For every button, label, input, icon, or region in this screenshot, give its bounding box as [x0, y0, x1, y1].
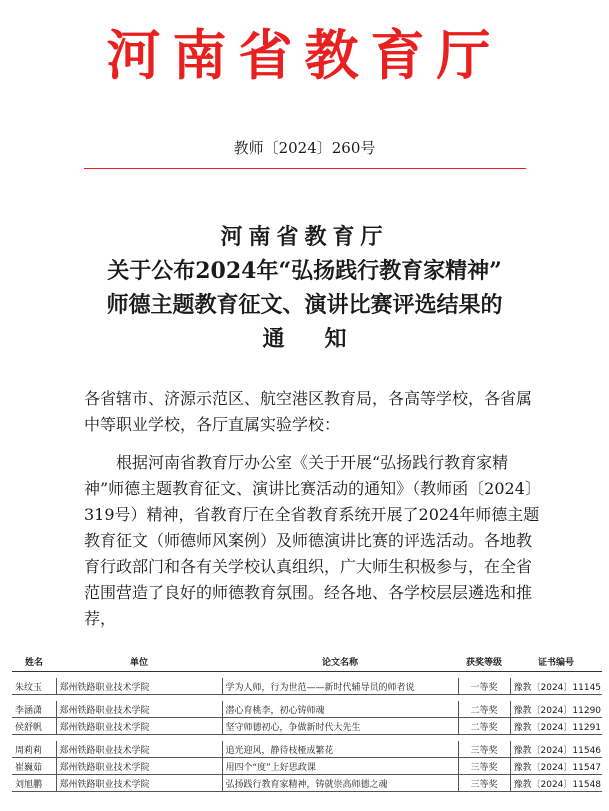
- cell-paper-title: 用四个“度”上好思政课: [222, 758, 458, 775]
- cell-paper-title: 学为人师，行为世范——新时代辅导员的师者说: [222, 678, 458, 695]
- table-row: [12, 678, 602, 695]
- cell-unit: 郑州铁路职业技术学院: [56, 701, 222, 718]
- cell-cert: 豫教〔2024〕11546: [510, 741, 602, 758]
- cell-unit: 郑州铁路职业技术学院: [56, 775, 222, 792]
- header-award-level: 获奖等级: [458, 651, 510, 672]
- table-row: [12, 718, 602, 735]
- cell-name: 侯舒帆: [12, 718, 56, 735]
- cell-cert: 豫教〔2024〕11548: [510, 775, 602, 792]
- header-unit: 单位: [56, 651, 222, 672]
- document-number: 教师〔2024〕260号: [233, 139, 376, 157]
- cell-paper-title: 弘扬践行教育家精神，铸就崇高师德之魂: [222, 775, 458, 792]
- cell-cert: 豫教〔2024〕11547: [510, 758, 602, 775]
- cell-award: 二等奖: [458, 701, 510, 718]
- cell-award: 三等奖: [458, 758, 510, 775]
- cell-paper-title: 追光迎风，静待枝桠成繁花: [222, 741, 458, 758]
- cell-award: 一等奖: [458, 678, 510, 695]
- awards-table: [12, 651, 602, 792]
- cell-paper-title: 坚守师德初心，争做新时代大先生: [222, 718, 458, 735]
- notice-title-line-3: 师德主题教育征文、演讲比赛评选结果的: [106, 292, 503, 318]
- cell-award: 三等奖: [458, 775, 510, 792]
- notice-title-line-4: 通知: [262, 326, 387, 352]
- cell-award: 三等奖: [458, 741, 510, 758]
- red-divider-line: [84, 168, 526, 169]
- cell-name: 刘旭鹏: [12, 775, 56, 792]
- cell-award: 二等奖: [458, 718, 510, 735]
- header-certificate-number: 证书编号: [510, 651, 602, 672]
- cell-name: 崔巍茹: [12, 758, 56, 775]
- cell-name: 李涵潇: [12, 701, 56, 718]
- notice-title-line-1: 河南省教育厅: [220, 224, 389, 250]
- notice-title-line-2: 关于公布2024年“弘扬践行教育家精神”: [107, 258, 502, 284]
- cell-cert: 豫教〔2024〕11290: [510, 701, 602, 718]
- cell-unit: 郑州铁路职业技术学院: [56, 718, 222, 735]
- cell-name: 周莉莉: [12, 741, 56, 758]
- table-row: [12, 758, 602, 775]
- header-paper-title: 论文名称: [222, 651, 458, 672]
- cell-unit: 郑州铁路职业技术学院: [56, 741, 222, 758]
- table-row: [12, 775, 602, 792]
- masthead-title: 河南省教育厅: [106, 23, 503, 87]
- cell-unit: 郑州铁路职业技术学院: [56, 758, 222, 775]
- cell-cert: 豫教〔2024〕11145: [510, 678, 602, 695]
- cell-unit: 郑州铁路职业技术学院: [56, 678, 222, 695]
- table-row: [12, 741, 602, 758]
- cell-cert: 豫教〔2024〕11291: [510, 718, 602, 735]
- table-row: [12, 701, 602, 718]
- body-paragraph: 根据河南省教育厅办公室《关于开展“弘扬践行教育家精神”师德主题教育征文、演讲比赛活动的通知》（教师函〔2024〕319号）精神，省教育厅在全省教育系统开展了2024年师德主题教育征文（师德师风案例）及师德演讲比赛的评选活动。各地教育行政部门和各有关学校认真组织，广大师生积极参与，在全省范围营造了良好的师德教育氛围。经各地、各学校层层遴选和推荐，: [84, 453, 541, 628]
- table-header-row: [12, 651, 602, 672]
- cell-name: 朱纹玉: [12, 678, 56, 695]
- header-name: 姓名: [12, 651, 56, 672]
- cell-paper-title: 潜心育桃李，初心铸师魂: [222, 701, 458, 718]
- addressee-paragraph: 各省辖市、济源示范区、航空港区教育局，各高等学校，各省属中等职业学校，各厅直属实验学校：: [84, 389, 533, 434]
